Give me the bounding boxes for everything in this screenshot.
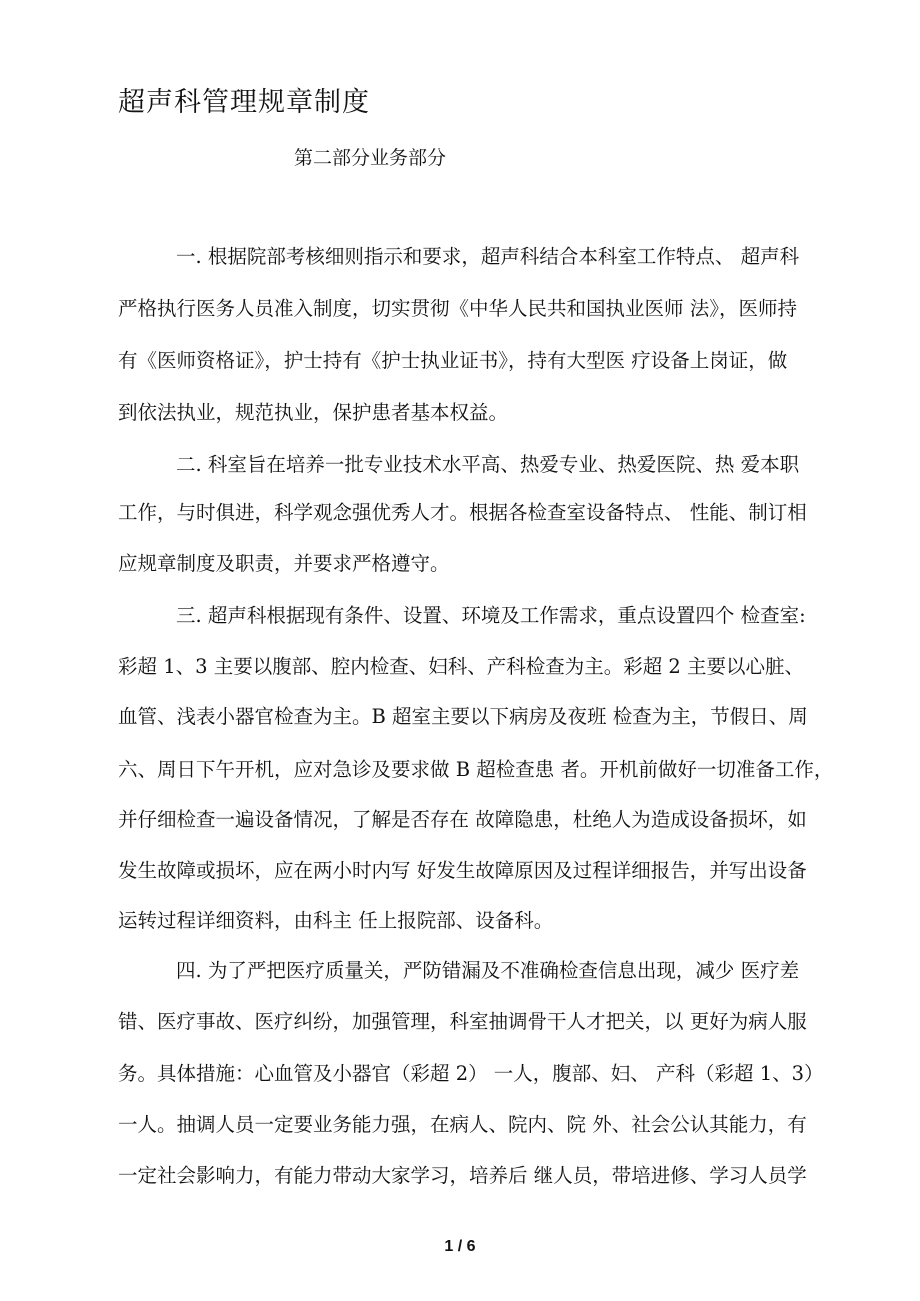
paragraph-line: 有《医师资格证》，护士持有《护士执业证书》，持有大型医 疗设备上岗证，做 — [118, 349, 788, 372]
paragraph-line: 三. 超声科根据现有条件、设置、环境及工作需求，重点设置四个 检查室: — [176, 604, 806, 627]
paragraph-line: 应规章制度及职责，并要求严格遵守。 — [118, 552, 450, 575]
paragraph-line: 严格执行医务人员准入制度，切实贯彻《中华人民共和国执业医师 法》，医师持 — [118, 297, 797, 320]
paragraph-line: 发生故障或损坏，应在两小时内写 好发生故障原因及过程详细报告，并写出设备 — [118, 859, 807, 882]
paragraph-line: 二. 科室旨在培养一批专业技术水平高、热爱专业、热爱医院、热 爱本职 — [176, 453, 800, 476]
paragraph-line: 一人。抽调人员一定要业务能力强，在病人、院内、院 外、社会公认其能力，有 — [118, 1113, 807, 1136]
paragraph-line: 四. 为了严把医疗质量关，严防错漏及不准确检查信息出现，减少 医疗差 — [176, 959, 800, 982]
paragraph-line: 务。具体措施：心血管及小器官（彩超 2） 一人，腹部、妇、 产科（彩超 1、3） — [118, 1062, 824, 1085]
paragraph-line: 并仔细检查一遍设备情况，了解是否存在 故障隐患，杜绝人为造成设备损坏，如 — [118, 808, 807, 831]
document-subtitle: 第二部分业务部分 — [294, 147, 447, 169]
paragraph-line: 彩超 1、3 主要以腹部、腔内检查、妇科、产科检查为主。彩超 2 主要以心脏、 — [118, 655, 805, 678]
document-title: 超声科管理规章制度 — [118, 87, 370, 118]
paragraph-line: 工作，与时俱进，科学观念强优秀人才。根据各检查室设备特点、 性能、制订相 — [118, 501, 807, 524]
paragraph-line: 运转过程详细资料，由科主 任上报院部、设备科。 — [118, 909, 554, 932]
paragraph-line: 六、周日下午开机，应对急诊及要求做 B 超检查患 者。开机前做好一切准备工作， — [118, 758, 834, 781]
paragraph-line: 错、医疗事故、医疗纠纷，加强管理，科室抽调骨干人才把关，以 更好为病人服 — [118, 1010, 807, 1033]
paragraph-line: 一定社会影响力，有能力带动大家学习，培养后 继人员，带培进修、学习人员学 — [118, 1164, 807, 1187]
page-number: 1 / 6 — [444, 1238, 476, 1255]
paragraph-line: 血管、浅表小器官检查为主。B 超室主要以下病房及夜班 检查为主，节假日、周 — [118, 705, 808, 728]
paragraph-line: 到依法执业，规范执业，保护患者基本权益。 — [118, 401, 509, 424]
paragraph-line: 一. 根据院部考核细则指示和要求，超声科结合本科室工作特点、 超声科 — [176, 245, 800, 268]
